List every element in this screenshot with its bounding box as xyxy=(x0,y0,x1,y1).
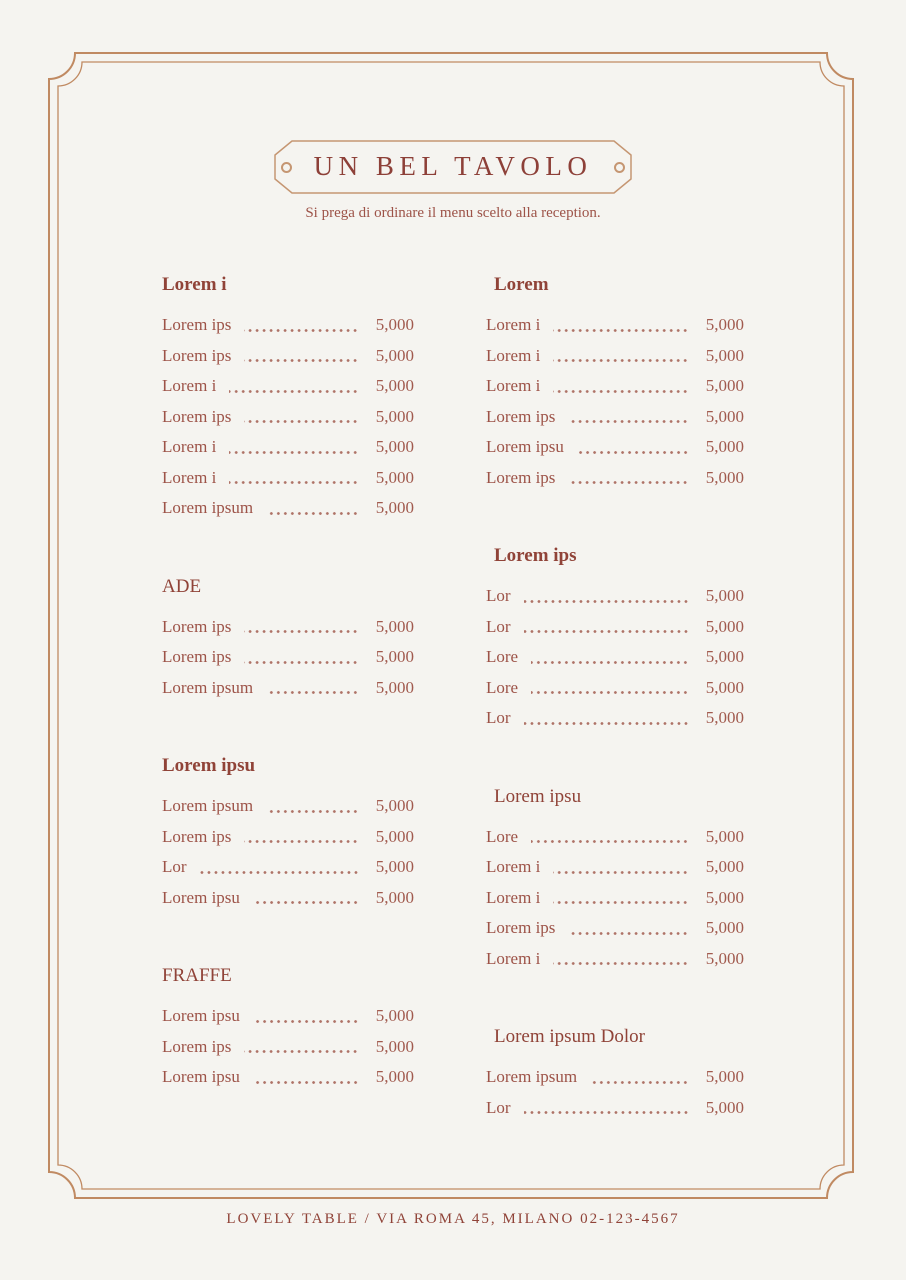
item-price: 5,000 xyxy=(375,796,414,815)
section-title: ADE xyxy=(162,575,202,597)
menu-item-row xyxy=(486,883,744,914)
item-name: Lorem i xyxy=(486,948,541,968)
item-name: Lorem i xyxy=(486,887,541,907)
item-price: 5,000 xyxy=(705,437,744,456)
dotted-leader xyxy=(568,420,689,423)
item-name: Lor xyxy=(486,616,511,636)
dotted-leader xyxy=(244,661,359,664)
dotted-leader xyxy=(531,691,689,694)
menu-column-left xyxy=(162,274,414,1123)
section-title: Lorem i xyxy=(162,274,227,295)
item-name: Lorem ipsum xyxy=(162,677,254,697)
item-price: 5,000 xyxy=(375,437,414,456)
menu-item-row xyxy=(486,1062,744,1093)
item-price: 5,000 xyxy=(375,1067,414,1086)
section-title: FRAFFE xyxy=(162,965,232,986)
footer-contact: LOVELY TABLE / VIA ROMA 45, MILANO 02-123-4567 xyxy=(226,1211,680,1227)
item-name: Lorem ipsu xyxy=(486,437,564,456)
item-price: 5,000 xyxy=(705,887,744,907)
menu-section xyxy=(486,786,744,975)
dotted-leader xyxy=(266,691,359,694)
item-price: 5,000 xyxy=(375,677,414,697)
item-name: Lor xyxy=(486,1097,511,1117)
item-price: 5,000 xyxy=(705,677,744,697)
menu-item-row xyxy=(486,432,744,463)
dotted-leader xyxy=(524,722,689,725)
item-price: 5,000 xyxy=(705,1097,744,1117)
dotted-leader xyxy=(200,871,359,874)
dotted-leader xyxy=(253,1020,359,1023)
title-badge xyxy=(274,140,632,194)
dotted-leader xyxy=(553,962,689,965)
menu-item-row xyxy=(486,673,744,704)
item-name: Lorem ips xyxy=(162,345,232,365)
item-price: 5,000 xyxy=(375,406,414,426)
dotted-leader xyxy=(531,840,689,843)
item-name: Lor xyxy=(486,586,511,605)
item-price: 5,000 xyxy=(375,887,414,907)
item-name: Lorem ipsu xyxy=(162,1006,240,1025)
item-price: 5,000 xyxy=(705,376,744,395)
dotted-leader xyxy=(553,390,689,393)
dotted-leader xyxy=(524,1111,689,1114)
item-price: 5,000 xyxy=(705,586,744,605)
dotted-leader xyxy=(568,481,689,484)
dotted-leader xyxy=(244,840,359,843)
item-name: Lorem i xyxy=(162,376,217,395)
menu-section xyxy=(486,274,744,493)
menu-item-row xyxy=(486,822,744,853)
item-name: Lorem ips xyxy=(162,647,232,666)
item-name: Lore xyxy=(486,826,519,846)
item-name: Lor xyxy=(162,857,187,876)
menu-item-row xyxy=(162,1062,414,1093)
menu-item-row xyxy=(162,310,414,341)
item-name: Lorem i xyxy=(162,467,217,487)
dotted-leader xyxy=(244,420,359,423)
dotted-leader xyxy=(253,901,359,904)
section-title: Lorem ips xyxy=(494,545,577,566)
item-price: 5,000 xyxy=(705,406,744,426)
menu-item-row xyxy=(486,581,744,612)
menu-item-row xyxy=(486,371,744,402)
menu-item-row xyxy=(486,703,744,734)
menu-section xyxy=(162,755,414,913)
dotted-leader xyxy=(568,932,689,935)
section-title: Lorem ipsu xyxy=(162,755,256,776)
item-name: Lorem ips xyxy=(486,406,556,426)
item-name: Lorem ips xyxy=(162,315,232,334)
item-name: Lorem ipsu xyxy=(162,1067,240,1086)
menu-item-row xyxy=(162,791,414,822)
menu-columns xyxy=(0,274,906,1123)
menu-item-row xyxy=(486,341,744,372)
item-price: 5,000 xyxy=(705,918,744,937)
page-title: UN BEL TAVOLO xyxy=(313,150,593,181)
item-name: Lorem ipsum xyxy=(162,796,254,815)
dotted-leader xyxy=(244,1050,359,1053)
item-name: Lorem i xyxy=(486,315,541,334)
dotted-leader xyxy=(531,661,689,664)
menu-item-row xyxy=(162,822,414,853)
item-name: Lorem i xyxy=(486,857,541,876)
menu-item-row xyxy=(162,402,414,433)
item-price: 5,000 xyxy=(375,826,414,846)
menu-item-row xyxy=(486,642,744,673)
item-price: 5,000 xyxy=(375,315,414,334)
dotted-leader xyxy=(553,871,689,874)
item-name: Lorem i xyxy=(162,437,217,456)
item-price: 5,000 xyxy=(705,647,744,666)
item-name: Lorem ips xyxy=(162,1036,232,1056)
item-price: 5,000 xyxy=(705,345,744,365)
ring-icon xyxy=(281,162,292,173)
dotted-leader xyxy=(244,329,359,332)
dotted-leader xyxy=(253,1081,359,1084)
item-name: Lorem ipsum xyxy=(486,1067,578,1086)
dotted-leader xyxy=(590,1081,689,1084)
item-name: Lorem ips xyxy=(162,406,232,426)
dotted-leader xyxy=(553,901,689,904)
dotted-leader xyxy=(553,359,689,362)
item-price: 5,000 xyxy=(375,1006,414,1025)
menu-item-row xyxy=(162,673,414,704)
item-price: 5,000 xyxy=(705,857,744,876)
item-price: 5,000 xyxy=(705,708,744,727)
item-name: Lore xyxy=(486,677,519,697)
dotted-leader xyxy=(229,451,359,454)
item-price: 5,000 xyxy=(375,647,414,666)
item-price: 5,000 xyxy=(705,1067,744,1086)
item-price: 5,000 xyxy=(375,376,414,395)
item-name: Lorem ips xyxy=(486,467,556,487)
item-name: Lorem ipsum xyxy=(162,498,254,517)
section-title: Lorem xyxy=(494,274,549,295)
menu-item-row xyxy=(162,642,414,673)
menu-item-row xyxy=(162,341,414,372)
menu-section xyxy=(162,274,414,524)
menu-item-row xyxy=(486,463,744,494)
menu-item-row xyxy=(162,612,414,643)
menu-section xyxy=(162,576,414,704)
item-price: 5,000 xyxy=(705,315,744,334)
menu-item-row xyxy=(486,852,744,883)
item-name: Lorem i xyxy=(486,376,541,395)
dotted-leader xyxy=(266,810,359,813)
menu-item-row xyxy=(162,883,414,914)
dotted-leader xyxy=(524,630,689,633)
dotted-leader xyxy=(244,359,359,362)
menu-item-row xyxy=(486,1093,744,1124)
subtitle: Si prega di ordinare il menu scelto alla reception. xyxy=(305,205,601,221)
item-name: Lorem ips xyxy=(162,616,232,636)
item-name: Lor xyxy=(486,708,511,727)
section-title: Lorem ipsum Dolor xyxy=(494,1026,645,1047)
menu-item-row xyxy=(486,402,744,433)
menu-item-row xyxy=(162,371,414,402)
dotted-leader xyxy=(229,481,359,484)
item-price: 5,000 xyxy=(375,345,414,365)
item-name: Lore xyxy=(486,647,519,666)
menu-section xyxy=(162,965,414,1093)
item-price: 5,000 xyxy=(705,467,744,487)
item-name: Lorem ips xyxy=(162,826,232,846)
menu-item-row xyxy=(486,612,744,643)
menu-item-row xyxy=(162,493,414,524)
item-name: Lorem ips xyxy=(486,918,556,937)
dotted-leader xyxy=(553,329,689,332)
item-price: 5,000 xyxy=(375,857,414,876)
item-price: 5,000 xyxy=(705,826,744,846)
section-title: Lorem ipsu xyxy=(494,785,582,807)
item-price: 5,000 xyxy=(375,467,414,487)
item-price: 5,000 xyxy=(705,616,744,636)
dotted-leader xyxy=(229,390,359,393)
menu-item-row xyxy=(486,913,744,944)
dotted-leader xyxy=(577,451,689,454)
menu-item-row xyxy=(486,944,744,975)
item-price: 5,000 xyxy=(375,1036,414,1056)
dotted-leader xyxy=(266,512,359,515)
menu-item-row xyxy=(162,1032,414,1063)
menu-section xyxy=(486,545,744,734)
badge-inner xyxy=(274,140,632,194)
menu-section xyxy=(486,1026,744,1123)
menu-item-row xyxy=(162,852,414,883)
menu-column-right xyxy=(486,274,744,1123)
dotted-leader xyxy=(244,630,359,633)
ring-icon xyxy=(614,162,625,173)
dotted-leader xyxy=(524,600,689,603)
item-name: Lorem i xyxy=(486,345,541,365)
item-price: 5,000 xyxy=(375,498,414,517)
item-price: 5,000 xyxy=(375,616,414,636)
item-name: Lorem ipsu xyxy=(162,887,240,907)
menu-item-row xyxy=(162,432,414,463)
menu-item-row xyxy=(486,310,744,341)
menu-item-row xyxy=(162,463,414,494)
item-price: 5,000 xyxy=(705,948,744,968)
menu-item-row xyxy=(162,1001,414,1032)
